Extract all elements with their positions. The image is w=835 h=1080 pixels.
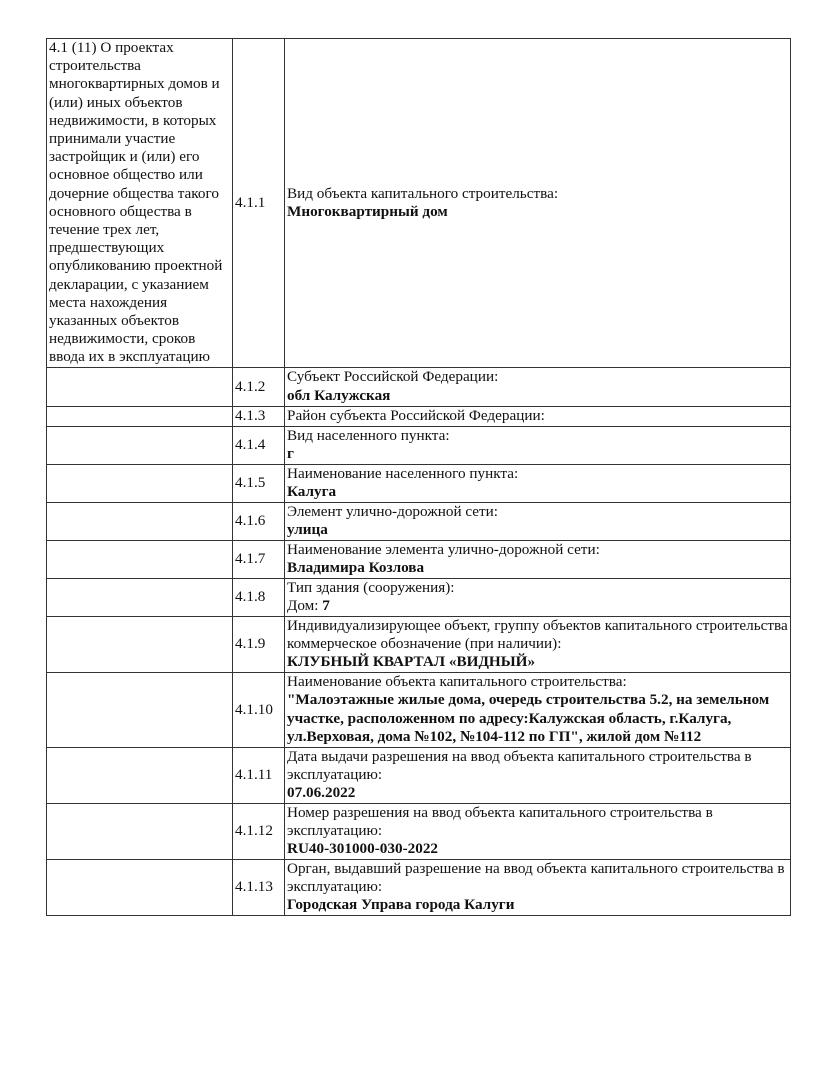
project-info-table <box>46 38 791 916</box>
item-code: 4.1.13 <box>233 859 285 915</box>
table-row <box>47 464 791 502</box>
empty-cell <box>47 672 233 747</box>
item-label: Наименование населенного пункта: <box>287 464 519 482</box>
table-row <box>47 367 791 406</box>
item-code: 4.1.7 <box>233 540 285 578</box>
item-content <box>285 502 791 540</box>
item-label: Номер разрешения на ввод объекта капитального строительства в эксплуатацию: <box>287 803 713 840</box>
item-code: 4.1.2 <box>233 367 285 406</box>
section-heading: 4.1 (11) О проектах строительства многоквартирных домов и (или) иных объектов недвижимости, в которых принимали участие застройщик и (или) его основное общество или дочерние общества такого основного общества в течение трех лет, предшествующих опубликованию проектной декларации, с указанием места нахождения указанных объектов недвижимости, сроков ввода их в эксплуатацию <box>47 39 233 368</box>
item-value: Калуга <box>287 483 337 501</box>
item-value: Многоквартирный дом <box>287 202 448 220</box>
item-content <box>285 39 791 368</box>
item-code: 4.1.12 <box>233 803 285 859</box>
item-code: 4.1.10 <box>233 672 285 747</box>
item-label: Наименование объекта капитального строительства: <box>287 673 627 691</box>
table-row <box>47 859 791 915</box>
empty-cell <box>47 426 233 464</box>
item-code: 4.1.1 <box>233 39 285 368</box>
empty-cell <box>47 406 233 426</box>
item-code: 4.1.9 <box>233 616 285 672</box>
item-content <box>285 859 791 915</box>
item-value: Владимира Козлова <box>287 559 425 577</box>
item-code: 4.1.8 <box>233 578 285 616</box>
item-label: Элемент улично-дорожной сети: <box>287 502 499 520</box>
empty-cell <box>47 578 233 616</box>
item-code: 4.1.3 <box>233 406 285 426</box>
item-content <box>285 616 791 672</box>
item-label: Вид объекта капитального строительства: <box>287 184 559 202</box>
table-row <box>47 747 791 803</box>
item-content <box>285 747 791 803</box>
item-code: 4.1.5 <box>233 464 285 502</box>
table-row <box>47 406 791 426</box>
table-row <box>47 540 791 578</box>
table-row <box>47 502 791 540</box>
item-value: "Малоэтажные жилые дома, очередь строительства 5.2, на земельном участке, расположенном по адресу:Калужская область, г.Калуга, ул.Верховая, дома №102, №104-112 по ГП", жилой дом №112 <box>287 691 770 745</box>
table-row <box>47 616 791 672</box>
empty-cell <box>47 502 233 540</box>
empty-cell <box>47 540 233 578</box>
item-content <box>285 803 791 859</box>
item-label: Индивидуализирующее объект, группу объектов капитального строительства коммерческое обозначение (при наличии): <box>287 616 788 653</box>
item-content <box>285 672 791 747</box>
building-type-prefix: Дом: <box>287 597 323 615</box>
table-row <box>47 803 791 859</box>
empty-cell <box>47 367 233 406</box>
item-label: Тип здания (сооружения): <box>287 578 455 596</box>
item-code: 4.1.11 <box>233 747 285 803</box>
item-label: Вид населенного пункта: <box>287 426 450 444</box>
item-content <box>285 367 791 406</box>
item-label: Дата выдачи разрешения на ввод объекта капитального строительства в эксплуатацию: <box>287 747 752 784</box>
empty-cell <box>47 747 233 803</box>
item-content <box>285 464 791 502</box>
item-label: Орган, выдавший разрешение на ввод объекта капитального строительства в эксплуатацию: <box>287 859 785 896</box>
item-code: 4.1.6 <box>233 502 285 540</box>
item-value: 07.06.2022 <box>287 784 356 802</box>
table-row <box>47 39 791 368</box>
item-value: 7 <box>322 597 330 615</box>
item-value: улица <box>287 521 328 539</box>
item-content <box>285 578 791 616</box>
item-code: 4.1.4 <box>233 426 285 464</box>
empty-cell <box>47 616 233 672</box>
empty-cell <box>47 859 233 915</box>
item-value: RU40-301000-030-2022 <box>287 840 439 858</box>
item-label: Наименование элемента улично-дорожной сети: <box>287 540 600 558</box>
item-content <box>285 540 791 578</box>
item-label: Субъект Российской Федерации: <box>287 368 499 386</box>
item-content <box>285 426 791 464</box>
table-row <box>47 426 791 464</box>
item-value: Городская Управа города Калуги <box>287 896 515 914</box>
item-value: обл Калужская <box>287 386 391 404</box>
item-content <box>285 406 791 426</box>
table-row <box>47 578 791 616</box>
item-value: КЛУБНЫЙ КВАРТАЛ «ВИДНЫЙ» <box>287 653 536 671</box>
empty-cell <box>47 464 233 502</box>
empty-cell <box>47 803 233 859</box>
item-value: г <box>287 445 294 463</box>
table-row <box>47 672 791 747</box>
item-label: Район субъекта Российской Федерации: <box>287 407 545 425</box>
building-type-line <box>287 597 788 615</box>
